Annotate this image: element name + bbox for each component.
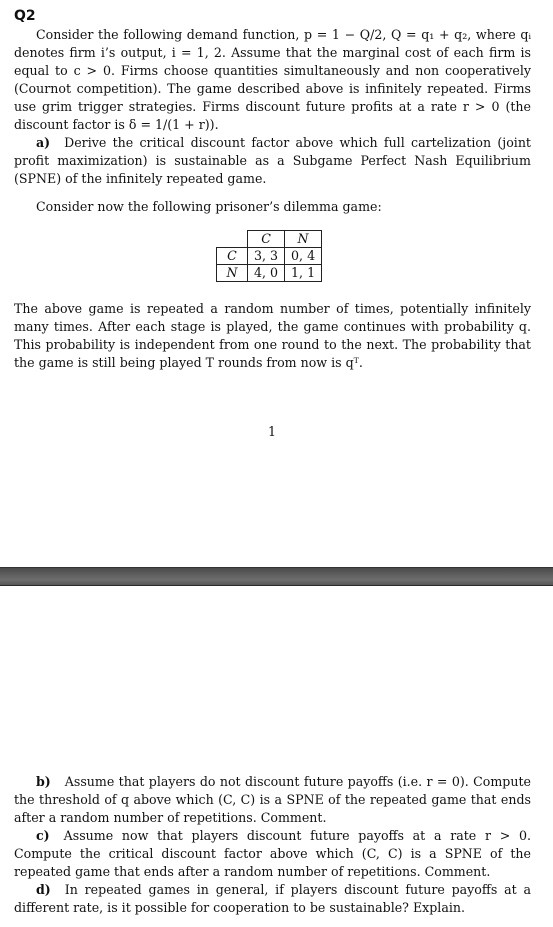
part-b-paragraph xyxy=(0,773,553,827)
part-b-text: Assume that players do not discount future payoffs (i.e. r = 0). Compute the threshold of q above which (C, C) is a SPNE of the repeated game that ends after a random number of repetitions. Comment. xyxy=(14,774,531,825)
part-c-text: Assume now that players discount future payoffs at a rate r > 0. Compute the critical discount factor above which (C, C) is a SPNE of the repeated game that ends after a random number of repetitions. Comment. xyxy=(14,828,531,879)
row-label-n: N xyxy=(217,265,248,282)
part-d-text: In repeated games in general, if players discount future payoffs at a different rate, is it possible for cooperation to be sustainable? Explain. xyxy=(14,882,531,915)
part-c-label: c) xyxy=(36,828,50,843)
part-a-text: Derive the critical discount factor above which full cartelization (joint profit maximization) is sustainable as a Subgame Perfect Nash Equilibrium (SPNE) of the infinitely repeated game. xyxy=(14,135,531,186)
payoff-cell: 1, 1 xyxy=(285,265,322,282)
table-corner xyxy=(217,231,248,248)
part-d-label: d) xyxy=(36,882,51,897)
part-b-label: b) xyxy=(36,774,51,789)
part-a-paragraph xyxy=(0,134,553,188)
table-row xyxy=(217,265,322,282)
repeated-block xyxy=(0,300,553,372)
consider-block xyxy=(0,198,553,216)
consider-paragraph: Consider now the following prisoner’s dilemma game: xyxy=(36,199,382,214)
payoff-cell: 4, 0 xyxy=(248,265,285,282)
payoff-cell: 0, 4 xyxy=(285,248,322,265)
prisoners-dilemma-table xyxy=(216,230,322,282)
page-number: 1 xyxy=(268,424,277,439)
payoff-cell: 3, 3 xyxy=(248,248,285,265)
intro-block xyxy=(0,26,553,188)
question-heading: Q2 xyxy=(14,8,36,24)
page-2 xyxy=(0,586,553,927)
part-d-paragraph xyxy=(0,881,553,917)
table-row xyxy=(217,248,322,265)
part-a-label: a) xyxy=(36,135,51,150)
page-separator xyxy=(0,567,553,586)
col-label-n: N xyxy=(285,231,322,248)
row-label-c: C xyxy=(217,248,248,265)
col-label-c: C xyxy=(248,231,285,248)
parts-bcd-block xyxy=(0,773,553,917)
part-c-paragraph xyxy=(0,827,553,881)
intro-paragraph: Consider the following demand function, p = 1 − Q/2, Q = q₁ + q₂, where qᵢ denotes firm i’s output, i = 1, 2. Assume that the marginal cost of each firm is equal to c > 0. Firms choose quantities simultaneously and non cooperatively (Cournot competition). The game described above is infinitely repeated. Firms use grim trigger strategies. Firms discount future profits at a rate r > 0 (the discount factor is δ = 1/(1 + r)). xyxy=(14,27,531,132)
repeated-paragraph: The above game is repeated a random number of times, potentially infinitely many times. After each stage is played, the game continues with probability q. This probability is independent from one round to the next. The probability that the game is still being played T rounds from now is qᵀ. xyxy=(14,301,531,370)
